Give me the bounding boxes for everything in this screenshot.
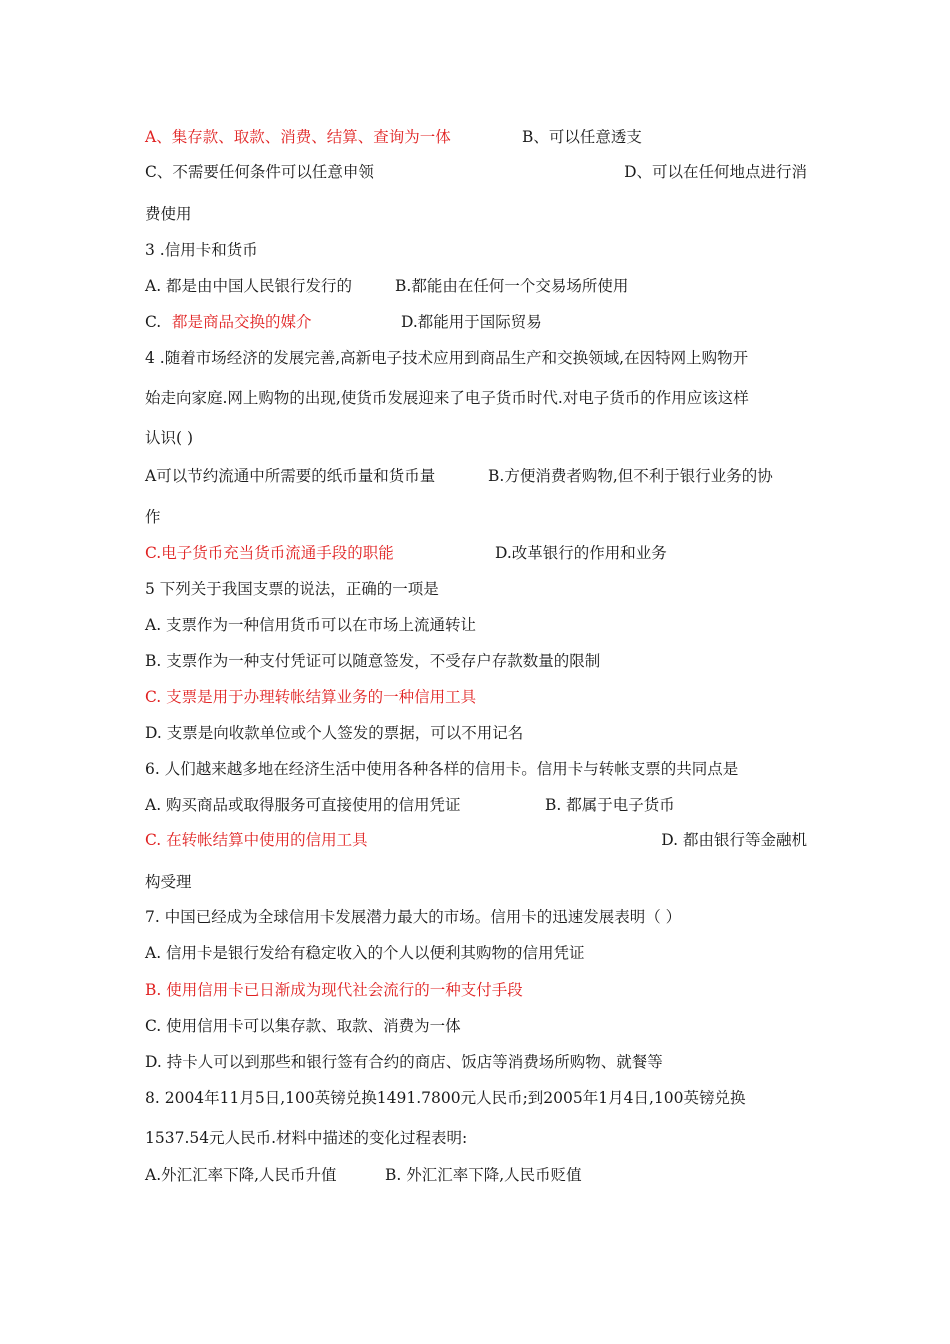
q2-options-ab <box>145 127 807 147</box>
q7-option-c: C. 使用信用卡可以集存款、取款、消费为一体 <box>145 1017 461 1035</box>
q4-stem-line2: 始走向家庭.网上购物的出现,使货币发展迎来了电子货币时代.对电子货币的作用应该这样 <box>145 389 749 407</box>
q2-option-a: A、集存款、取款、消费、结算、查询为一体 <box>145 128 451 146</box>
q6-option-d-continued: 构受理 <box>145 873 192 891</box>
q3-options-ab <box>145 276 807 296</box>
q4-option-a: A可以节约流通中所需要的纸币量和货币量 <box>145 467 436 485</box>
q8-stem-line1: 8. 2004年11月5日,100英镑兑换1491.7800元人民币;到2005年1月4日,100英镑兑换 <box>145 1089 746 1107</box>
q5-option-b: B. 支票作为一种支付凭证可以随意签发，不受存户存款数量的限制 <box>145 652 601 670</box>
q2-option-b: B、可以任意透支 <box>522 128 642 146</box>
q6-option-a: A. 购买商品或取得服务可直接使用的信用凭证 <box>145 796 461 814</box>
q3-options-cd <box>145 312 807 332</box>
q6-stem: 6. 人们越来越多地在经济生活中使用各种各样的信用卡。信用卡与转帐支票的共同点是 <box>145 760 739 778</box>
q6-options-cd <box>145 830 807 850</box>
q3-option-c-prefix: C. <box>145 313 162 331</box>
q8-stem-line2: 1537.54元人民币.材料中描述的变化过程表明: <box>145 1129 468 1147</box>
q7-option-b: B. 使用信用卡已日渐成为现代社会流行的一种支付手段 <box>145 981 523 999</box>
q3-option-b: B.都能由在任何一个交易场所使用 <box>395 277 629 295</box>
q8-option-b: B. 外汇汇率下降,人民币贬值 <box>385 1166 582 1184</box>
q4-options-ab <box>145 466 807 486</box>
q2-option-d: D、可以在任何地点进行消 <box>624 163 807 181</box>
q7-option-a: A. 信用卡是银行发给有稳定收入的个人以便利其购物的信用凭证 <box>145 944 585 962</box>
q6-option-c: C. 在转帐结算中使用的信用工具 <box>145 831 368 849</box>
q3-option-c: 都是商品交换的媒介 <box>172 313 312 331</box>
q4-stem-line1: 4 .随着市场经济的发展完善,高新电子技术应用到商品生产和交换领域,在因特网上购物开 <box>145 349 749 367</box>
q7-option-d: D. 持卡人可以到那些和银行签有合约的商店、饭店等消费场所购物、就餐等 <box>145 1053 663 1071</box>
q4-options-cd <box>145 543 807 563</box>
q4-stem-line3: 认识( ) <box>145 429 194 447</box>
q5-option-c: C. 支票是用于办理转帐结算业务的一种信用工具 <box>145 688 477 706</box>
q3-stem: 3 .信用卡和货币 <box>145 241 258 259</box>
q6-options-ab <box>145 795 807 815</box>
q6-option-b: B. 都属于电子货币 <box>545 796 675 814</box>
q2-option-c: C、不需要任何条件可以任意申领 <box>145 163 374 181</box>
q5-option-a: A. 支票作为一种信用货币可以在市场上流通转让 <box>145 616 477 634</box>
q2-options-cd <box>145 162 807 182</box>
q4-option-b: B.方便消费者购物,但不利于银行业务的协 <box>488 467 773 485</box>
q8-options-ab <box>145 1165 807 1185</box>
q3-option-a: A. 都是由中国人民银行发行的 <box>145 277 353 295</box>
q2-option-d-continued: 费使用 <box>145 205 192 223</box>
q3-option-d: D.都能用于国际贸易 <box>401 313 542 331</box>
q5-stem: 5 下列关于我国支票的说法，正确的一项是 <box>145 580 439 598</box>
q8-option-a: A.外汇汇率下降,人民币升值 <box>145 1166 337 1184</box>
q6-option-d: D. 都由银行等金融机 <box>661 831 807 849</box>
q5-option-d: D. 支票是向收款单位或个人签发的票据，可以不用记名 <box>145 724 524 742</box>
q4-option-d: D.改革银行的作用和业务 <box>495 544 667 562</box>
q4-option-c: C.电子货币充当货币流通手段的职能 <box>145 544 394 562</box>
q7-stem: 7. 中国已经成为全球信用卡发展潜力最大的市场。信用卡的迅速发展表明（ ） <box>145 908 682 926</box>
q4-option-b-continued: 作 <box>145 508 161 526</box>
